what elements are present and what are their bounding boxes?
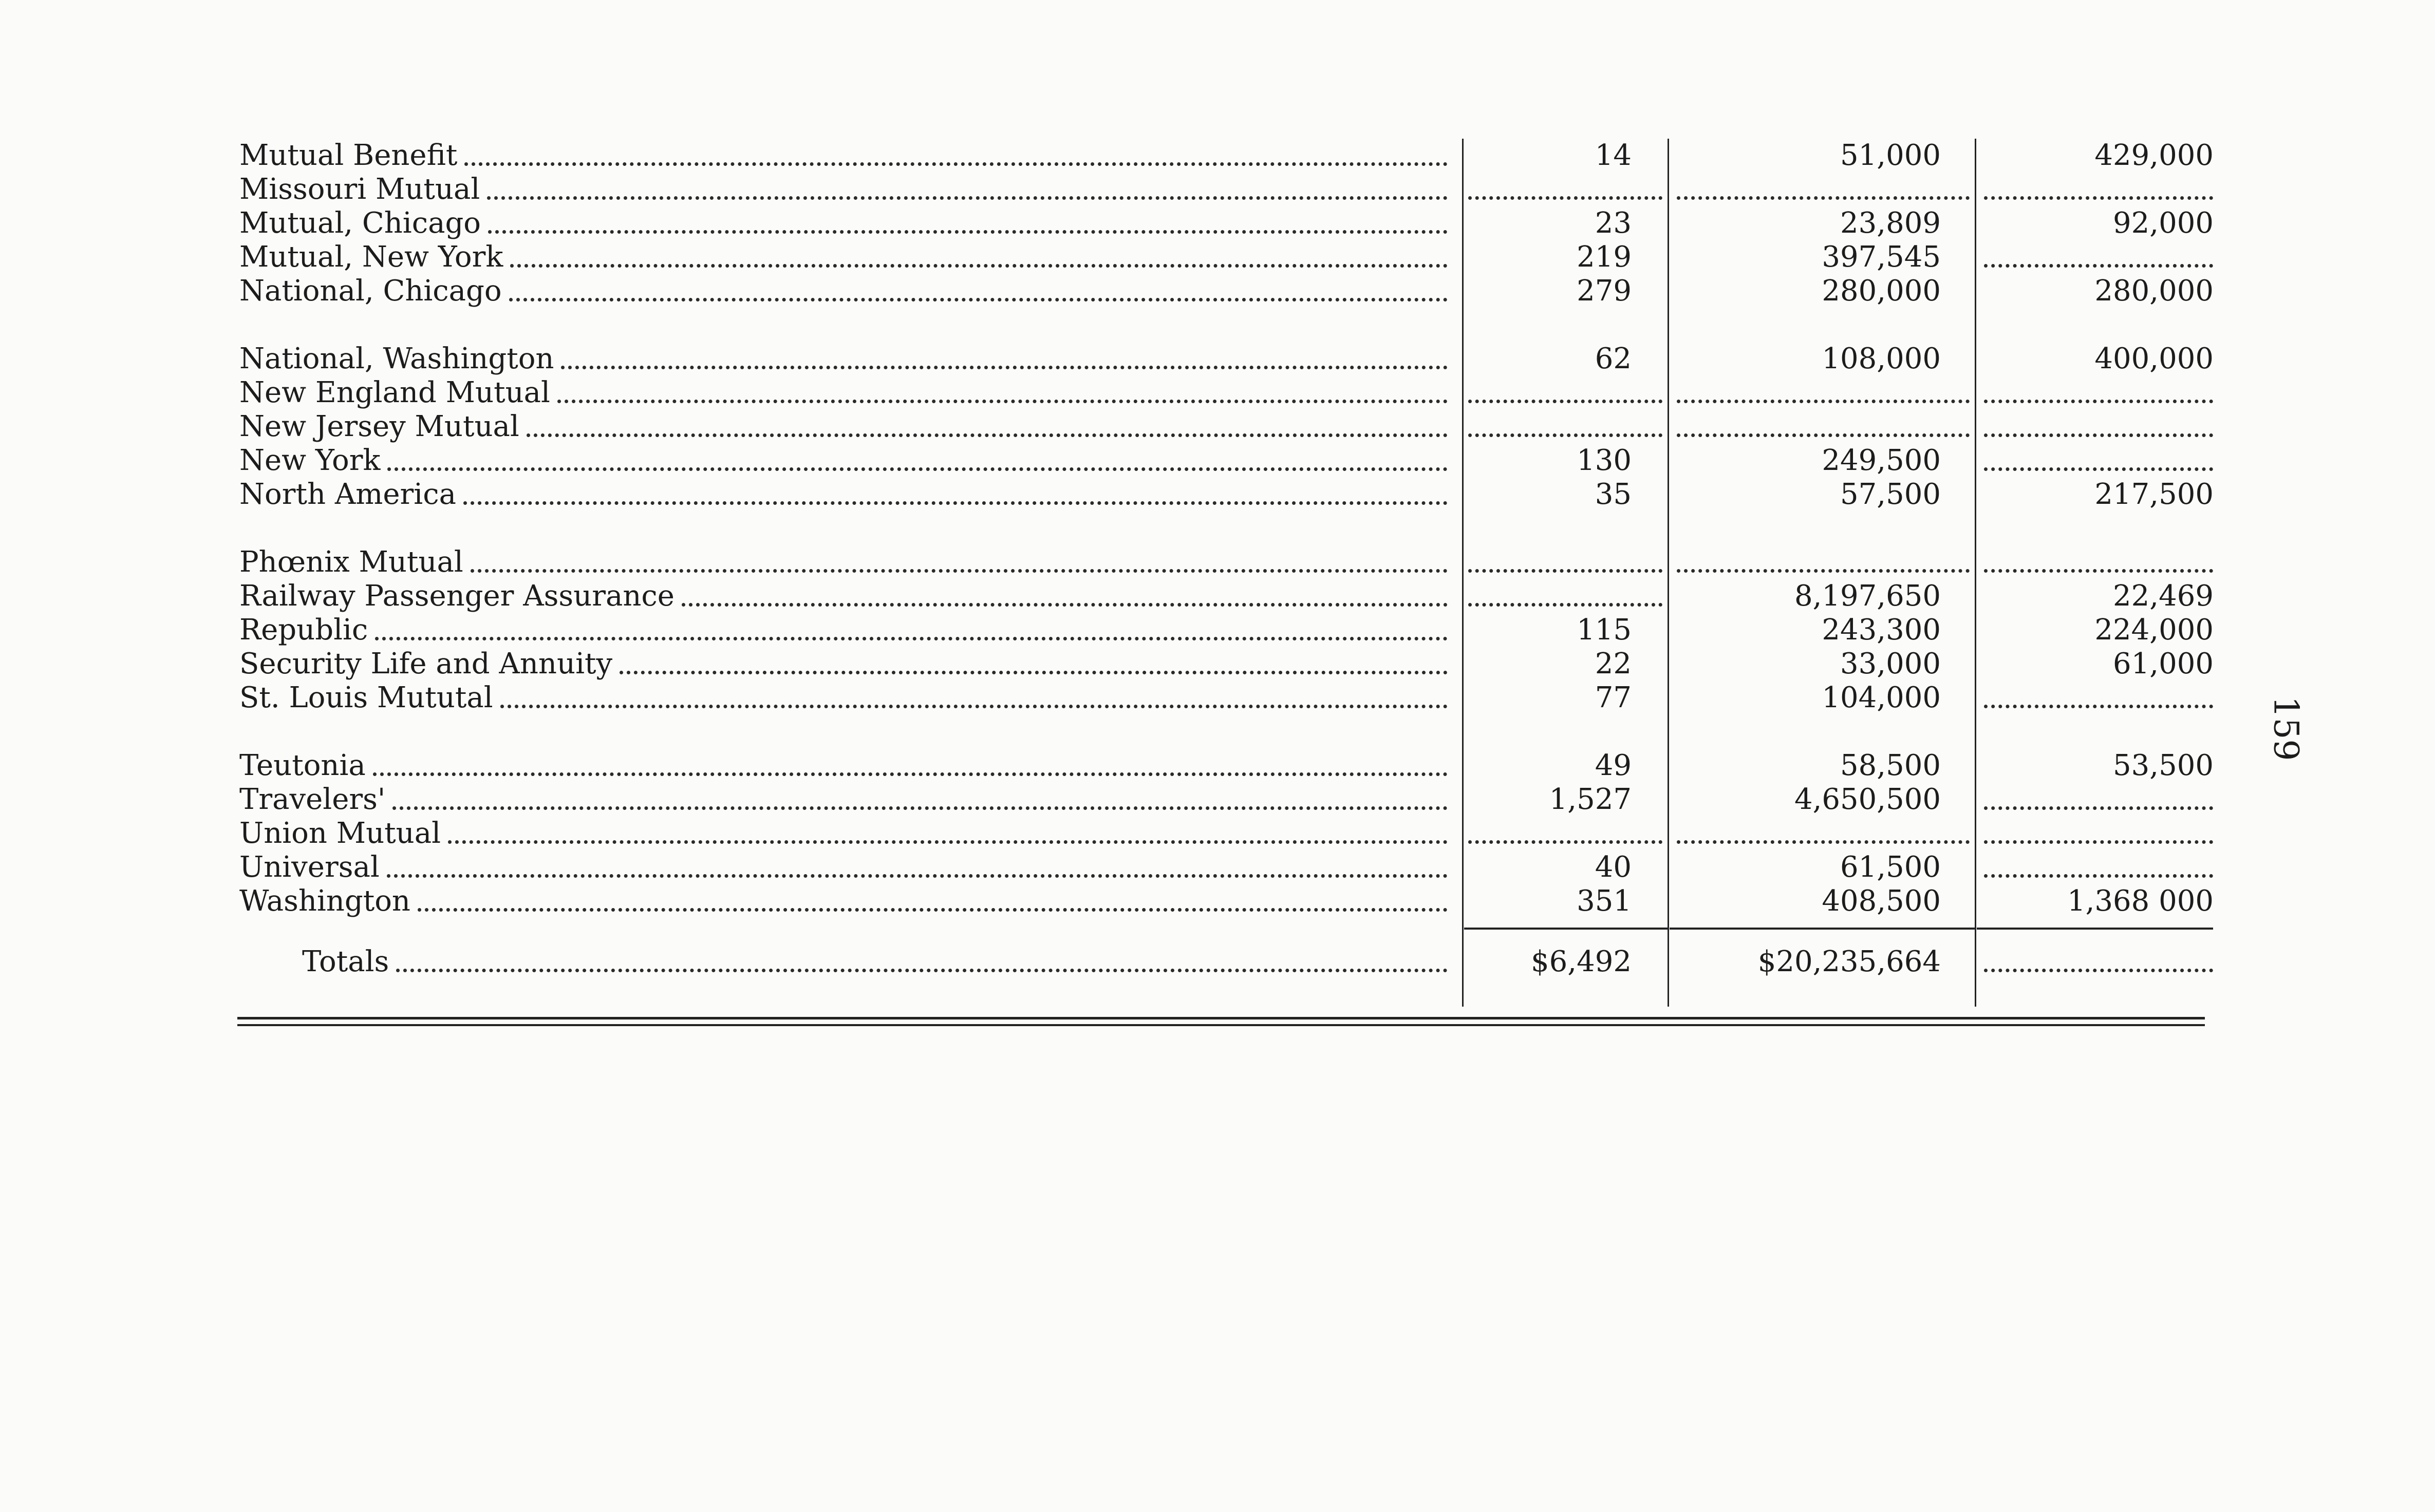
company-name-text: North America <box>239 478 456 511</box>
bottom-double-rule-upper <box>237 1017 2205 1019</box>
table-row <box>0 444 2435 478</box>
table-row <box>0 545 2435 579</box>
totals-rule-3 <box>1977 928 2213 930</box>
value-cell-c3: 61,000 <box>2113 647 2214 681</box>
value-cell-c1: 77 <box>1595 681 1632 714</box>
empty-cell-dots <box>1984 264 2213 268</box>
company-name <box>239 206 1454 240</box>
value-cell-c2: 243,300 <box>1822 613 1941 647</box>
value-cell-c3: 224,000 <box>2094 613 2214 647</box>
value-cell-c1: 219 <box>1577 240 1632 274</box>
empty-cell-dots <box>1468 603 1662 607</box>
dot-leader <box>373 772 1448 776</box>
value-cell-c1: 130 <box>1577 444 1632 477</box>
bottom-double-rule-lower <box>237 1024 2205 1026</box>
company-name <box>239 850 1454 884</box>
value-cell-c1: 279 <box>1577 274 1632 308</box>
empty-cell-dots <box>1677 433 1970 437</box>
value-cell-c2: 280,000 <box>1822 274 1941 308</box>
value-cell-c2: 58,500 <box>1840 749 1941 782</box>
empty-cell-dots <box>1984 840 2213 844</box>
value-cell-c1: 62 <box>1595 342 1632 375</box>
table-row <box>0 850 2435 884</box>
dot-leader <box>509 298 1448 301</box>
table-row <box>0 376 2435 410</box>
column-rule-3 <box>1975 139 1976 1007</box>
table-row <box>0 206 2435 240</box>
company-name-text: Republic <box>239 613 368 647</box>
empty-cell-dots <box>1468 400 1662 403</box>
value-cell-c2: 8,197,650 <box>1794 579 1941 613</box>
table-row <box>0 749 2435 783</box>
company-name-text: Security Life and Annuity <box>239 647 613 681</box>
company-name-text: National, Chicago <box>239 274 502 308</box>
table-row <box>0 579 2435 613</box>
company-name <box>239 173 1454 206</box>
value-cell-c3: 92,000 <box>2113 206 2214 240</box>
table-row <box>0 884 2435 918</box>
dot-leader <box>682 603 1448 607</box>
page-number: 159 <box>2266 696 2306 761</box>
empty-cell-dots <box>1468 433 1662 437</box>
value-cell-c2: 408,500 <box>1822 884 1941 918</box>
dot-leader <box>464 162 1448 166</box>
column-rule-2 <box>1668 139 1669 1007</box>
company-name <box>239 342 1454 376</box>
totals-label-text: Totals <box>302 945 389 978</box>
value-cell-c3: 280,000 <box>2094 274 2214 308</box>
company-name <box>239 749 1454 783</box>
empty-cell-dots <box>1677 569 1970 573</box>
company-name <box>239 545 1454 579</box>
company-name-text: New York <box>239 444 381 477</box>
empty-cell-dots <box>1984 400 2213 403</box>
value-cell-c2: 104,000 <box>1822 681 1941 714</box>
company-name-text: Teutonia <box>239 749 366 782</box>
value-cell-c2: 51,000 <box>1840 139 1941 172</box>
company-name-text: Union Mutual <box>239 817 441 850</box>
company-name-text: Mutual, Chicago <box>239 206 481 240</box>
value-cell-c2: 57,500 <box>1840 478 1941 511</box>
table-row <box>0 410 2435 444</box>
dot-leader <box>561 366 1448 369</box>
dot-leader <box>557 400 1448 403</box>
company-name-text: Mutual Benefit <box>239 139 458 172</box>
value-cell-c1: 22 <box>1595 647 1632 681</box>
value-cell-c3: 217,500 <box>2094 478 2214 511</box>
value-cell-c1: 115 <box>1577 613 1632 647</box>
company-name-text: Missouri Mutual <box>239 173 480 206</box>
dot-leader <box>620 671 1448 674</box>
value-cell-c1: 23 <box>1595 206 1632 240</box>
value-cell-c1: 40 <box>1595 850 1632 884</box>
empty-cell-dots <box>1984 569 2213 573</box>
company-name <box>239 579 1454 613</box>
value-cell-c1: 35 <box>1595 478 1632 511</box>
value-cell-c2: 4,650,500 <box>1794 783 1941 816</box>
value-cell-c2: 61,500 <box>1840 850 1941 884</box>
value-cell-c2: 23,809 <box>1840 206 1941 240</box>
company-name-text: Washington <box>239 884 410 918</box>
company-name <box>239 681 1454 715</box>
value-cell-c3: 1,368 000 <box>2067 884 2214 918</box>
totals-label <box>302 945 1454 979</box>
empty-cell-dots <box>1677 400 1970 403</box>
table-row <box>0 478 2435 512</box>
total-value-c1: $6,492 <box>1531 945 1632 978</box>
company-name <box>239 274 1454 308</box>
company-name <box>239 817 1454 850</box>
company-name <box>239 139 1454 173</box>
company-name-text: St. Louis Mututal <box>239 681 493 714</box>
column-rule-1 <box>1462 139 1464 1007</box>
empty-cell-dots <box>1468 196 1662 200</box>
company-name <box>239 783 1454 817</box>
totals-rule-2 <box>1670 928 1975 930</box>
company-name <box>239 240 1454 274</box>
empty-cell-dots <box>1677 196 1970 200</box>
value-cell-c1: 49 <box>1595 749 1632 782</box>
value-cell-c2: 249,500 <box>1822 444 1941 477</box>
company-name-text: Phœnix Mutual <box>239 545 463 579</box>
dot-leader <box>488 230 1448 234</box>
company-name <box>239 410 1454 444</box>
empty-cell-dots <box>1984 969 2213 972</box>
dot-leader <box>387 467 1448 471</box>
dot-leader <box>375 637 1448 640</box>
table-row <box>0 783 2435 817</box>
company-name <box>239 884 1454 918</box>
value-cell-c1: 351 <box>1577 884 1632 918</box>
company-name <box>239 478 1454 512</box>
company-name-text: Mutual, New York <box>239 240 503 274</box>
value-cell-c3: 400,000 <box>2094 342 2214 375</box>
value-cell-c3: 22,469 <box>2113 579 2214 613</box>
company-name <box>239 444 1454 478</box>
dot-leader <box>471 569 1448 573</box>
value-cell-c3: 429,000 <box>2094 139 2214 172</box>
table-row <box>0 817 2435 850</box>
total-value-c2: $20,235,664 <box>1757 945 1941 978</box>
empty-cell-dots <box>1984 196 2213 200</box>
table-row <box>0 173 2435 206</box>
dot-leader <box>448 840 1448 844</box>
company-name <box>239 376 1454 410</box>
empty-cell-dots <box>1468 569 1662 573</box>
value-cell-c1: 1,527 <box>1549 783 1632 816</box>
empty-cell-dots <box>1984 874 2213 878</box>
company-name-text: Railway Passenger Assurance <box>239 579 675 613</box>
dot-leader <box>392 806 1448 810</box>
value-cell-c3: 53,500 <box>2113 749 2214 782</box>
empty-cell-dots <box>1984 705 2213 708</box>
table-row <box>0 681 2435 715</box>
totals-row <box>0 945 2435 979</box>
dot-leader <box>500 705 1448 708</box>
empty-cell-dots <box>1984 806 2213 810</box>
empty-cell-dots <box>1984 433 2213 437</box>
dot-leader <box>418 908 1448 912</box>
company-name-text: New England Mutual <box>239 376 550 409</box>
empty-cell-dots <box>1677 840 1970 844</box>
dot-leader <box>527 433 1448 437</box>
dot-leader <box>396 969 1448 972</box>
value-cell-c2: 108,000 <box>1822 342 1941 375</box>
company-name-text: Universal <box>239 850 380 884</box>
company-name-text: National, Washington <box>239 342 554 375</box>
table-row <box>0 342 2435 376</box>
table-row <box>0 274 2435 308</box>
value-cell-c1: 14 <box>1595 139 1632 172</box>
dot-leader <box>387 874 1448 878</box>
empty-cell-dots <box>1468 840 1662 844</box>
table-row <box>0 240 2435 274</box>
dot-leader <box>487 196 1448 200</box>
value-cell-c2: 397,545 <box>1822 240 1941 274</box>
dot-leader <box>463 501 1448 505</box>
empty-cell-dots <box>1984 467 2213 471</box>
totals-rule-1 <box>1464 928 1668 930</box>
table-row <box>0 647 2435 681</box>
table-row <box>0 139 2435 173</box>
dot-leader <box>510 264 1448 268</box>
company-name-text: New Jersey Mutual <box>239 410 519 443</box>
table-row <box>0 613 2435 647</box>
value-cell-c2: 33,000 <box>1840 647 1941 681</box>
company-name-text: Travelers' <box>239 783 386 816</box>
company-name <box>239 647 1454 681</box>
company-name <box>239 613 1454 647</box>
